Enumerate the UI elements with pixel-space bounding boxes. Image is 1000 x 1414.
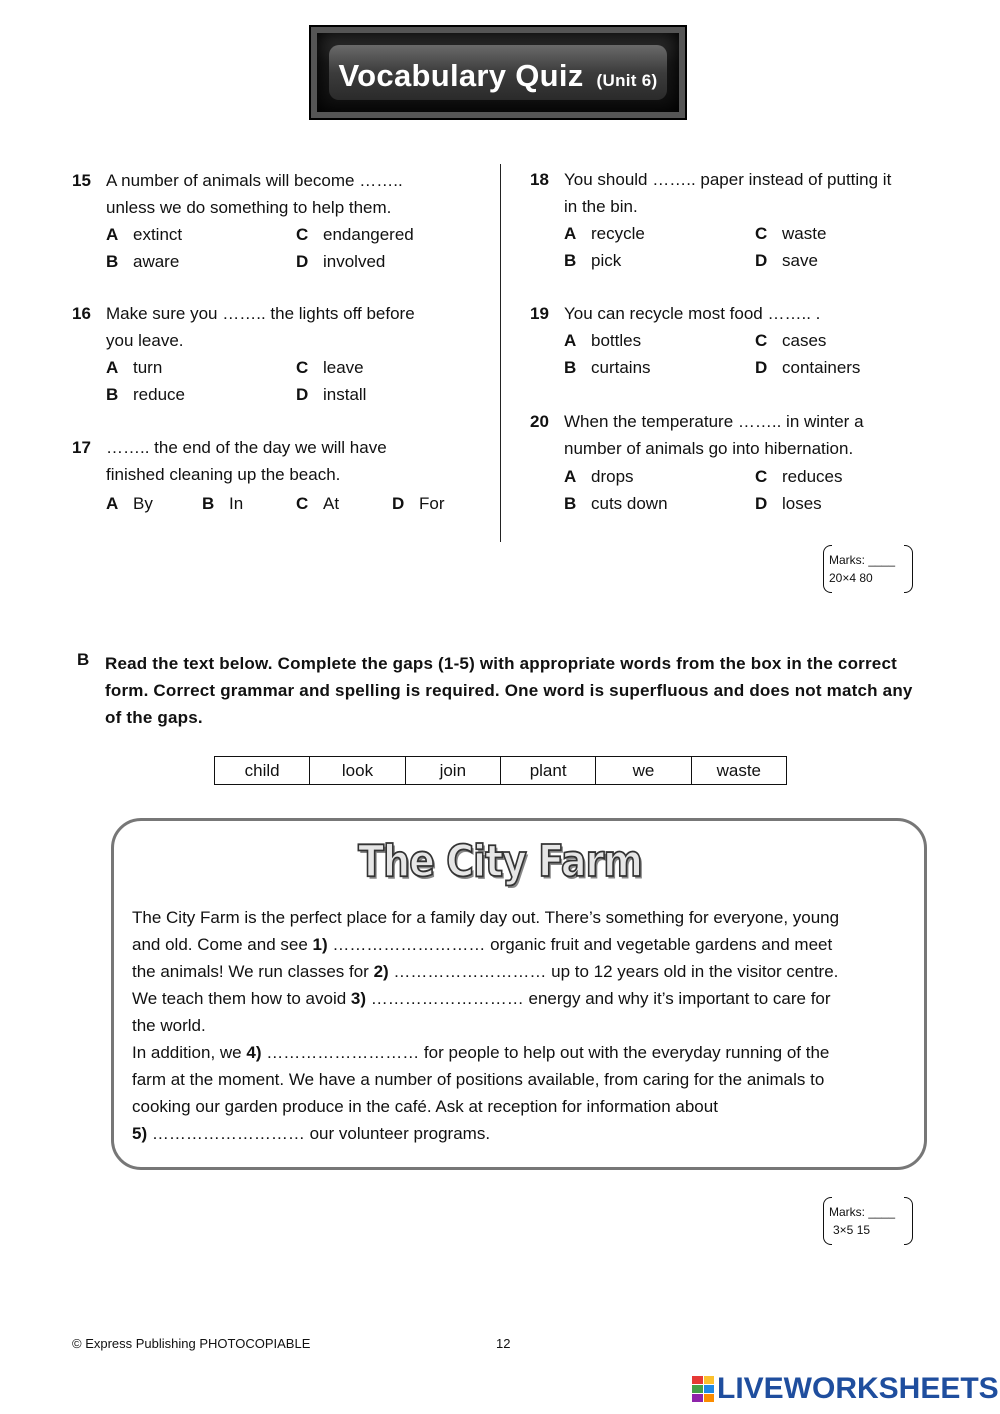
option-19-d[interactable]: D containers [755, 358, 861, 377]
marks-box-b [823, 1197, 913, 1245]
page-number: 12 [496, 1336, 511, 1351]
marks-calc: 3×5 15 [833, 1223, 871, 1237]
option-20-d[interactable]: D loses [755, 494, 822, 513]
option-18-c[interactable]: C waste [755, 224, 827, 243]
option-17-a[interactable]: A By [106, 494, 153, 513]
section-instructions: Read the text below. Complete the gaps (1-5) with appropriate words from the box in the correct form. Correct grammar and spelling is required. One word is superfluous and does not match any of the gaps. [105, 654, 913, 727]
question-20 [530, 408, 930, 518]
marks-label: Marks: ____ [829, 1205, 896, 1219]
question-17 [72, 434, 472, 519]
option-19-a[interactable]: A bottles [564, 331, 642, 350]
question-stem: …….. the end of the day we will have [106, 438, 387, 457]
question-number: 20 [530, 412, 549, 431]
word-box-cell: look [310, 757, 405, 784]
option-15-b[interactable]: B aware [106, 252, 180, 271]
option-16-c[interactable]: C leave [296, 358, 364, 377]
question-number: 16 [72, 304, 91, 323]
option-19-b[interactable]: B curtains [564, 358, 651, 377]
passage-line: farm at the moment. We have a number of positions available, from caring for the animals to [132, 1070, 825, 1089]
footer-copyright: © Express Publishing PHOTOCOPIABLE [72, 1336, 311, 1351]
question-stem: in the bin. [564, 197, 638, 216]
word-box-cell: we [596, 757, 691, 784]
question-stem: Make sure you …….. the lights off before [106, 304, 415, 323]
option-15-d[interactable]: D involved [296, 252, 386, 271]
passage-line: cooking our garden produce in the café. Ask at reception for information about [132, 1097, 718, 1116]
option-16-d[interactable]: D install [296, 385, 367, 404]
word-box-cell: waste [716, 761, 762, 780]
option-17-b[interactable]: B In [202, 494, 244, 513]
word-box-cell: child [215, 757, 310, 784]
option-16-a[interactable]: A turn [106, 358, 163, 377]
passage-text [132, 904, 912, 1147]
question-18 [530, 166, 930, 276]
question-16 [72, 300, 472, 410]
option-18-b[interactable]: B pick [564, 251, 622, 270]
word-box [214, 756, 787, 785]
option-17-d[interactable]: D For [392, 494, 445, 513]
section-letter: B [77, 650, 90, 669]
passage-line: The City Farm is the perfect place for a family day out. There’s something for everyone, young [132, 908, 840, 927]
gap-5[interactable]: 5) [132, 1124, 148, 1143]
brand-name: LIVEWORKSHEETS [717, 1372, 999, 1405]
liveworksheets-icon [692, 1376, 714, 1402]
passage-line: We teach them how to avoid 3) ……………………… energy and why it’s important to care for [132, 989, 831, 1008]
question-stem: You can recycle most food …….. . [564, 304, 821, 323]
question-19 [530, 300, 930, 385]
passage-line: the world. [132, 1016, 206, 1035]
option-16-b[interactable]: B reduce [106, 385, 185, 404]
title-banner [309, 25, 687, 120]
marks-box-a [823, 545, 913, 593]
question-stem: A number of animals will become …….. [106, 171, 403, 190]
option-20-b[interactable]: B cuts down [564, 494, 668, 513]
question-number: 18 [530, 170, 549, 189]
question-stem: You should …….. paper instead of putting it [564, 170, 892, 189]
option-20-c[interactable]: C reduces [755, 467, 843, 486]
passage-line: In addition, we 4) ……………………… for people to help out with the everyday running of the [132, 1043, 830, 1062]
option-15-c[interactable]: C endangered [296, 225, 414, 244]
question-number: 15 [72, 171, 91, 190]
passage-line: 5) ……………………… our volunteer programs. [132, 1124, 491, 1143]
option-15-a[interactable]: A extinct [106, 225, 183, 244]
gap-3[interactable]: 3) [350, 989, 367, 1008]
word-box-cell: join [406, 757, 501, 784]
column-divider [500, 164, 501, 542]
question-stem: number of animals go into hibernation. [564, 439, 854, 458]
option-17-c[interactable]: C At [296, 494, 340, 513]
gap-4[interactable]: 4) [246, 1043, 262, 1062]
title-unit: (Unit 6) [596, 71, 658, 90]
option-19-c[interactable]: C cases [755, 331, 827, 350]
marks-calc: 20×4 80 [829, 571, 873, 585]
liveworksheets-logo[interactable] [692, 1373, 999, 1405]
passage-line: and old. Come and see 1) ……………………… organic fruit and vegetable gardens and meet [132, 935, 833, 954]
question-number: 17 [72, 438, 91, 457]
marks-label: Marks: ____ [829, 553, 896, 567]
gap-1[interactable]: 1) [312, 935, 328, 954]
page-title [311, 58, 685, 94]
gap-2[interactable]: 2) [373, 962, 389, 981]
word-box-cell: plant [501, 757, 596, 784]
option-18-d[interactable]: D save [755, 251, 818, 270]
question-stem: you leave. [106, 331, 184, 350]
title-main: Vocabulary Quiz [338, 58, 584, 93]
option-18-a[interactable]: A recycle [564, 224, 645, 243]
question-15 [72, 167, 472, 277]
question-stem: When the temperature …….. in winter a [564, 412, 864, 431]
option-20-a[interactable]: A drops [564, 467, 634, 486]
question-stem: finished cleaning up the beach. [106, 465, 341, 484]
question-stem: unless we do something to help them. [106, 198, 392, 217]
passage-line: the animals! We run classes for 2) ……………………… up to 12 years old in the visitor centre. [132, 962, 839, 981]
question-number: 19 [530, 304, 549, 323]
passage-title: The City Farm [358, 835, 642, 887]
